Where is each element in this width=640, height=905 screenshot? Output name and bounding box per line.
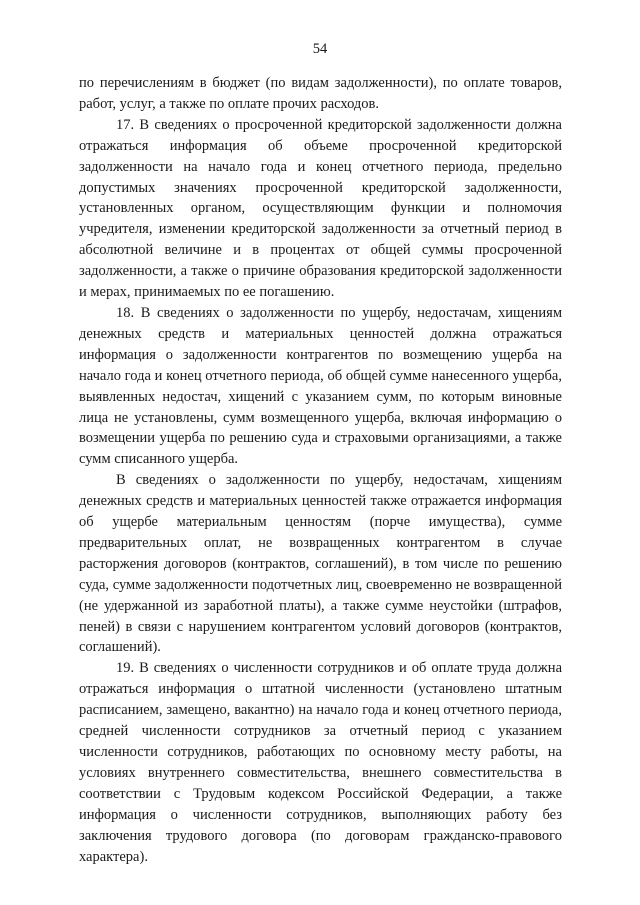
paragraph-17: 17. В сведениях о просроченной кредиторской задолженности должна отражаться информация об объеме просроченной кредиторской задолженности на начало года и конец отчетного периода, предельно допустимых значениях просроченной кредиторской задолженности, установленных органом, осуществляющим функции и полномочия учредителя, изменении кредиторской задолженности за отчетный период в абсолютной величине и в процентах от общей суммы просроченной задолженности, а также о причине образования кредиторской задолженности и мерах, принимаемых по ее погашению. — [79, 116, 562, 301]
paragraph-19: 19. В сведениях о численности сотрудников и об оплате труда должна отражаться информация о штатной численности (установлено штатным расписанием, замещено, вакантно) на начало года и конец отчетного периода, средней численности сотрудников за отчетный период с указанием численности сотрудников, работающих по основному месту работы, на условиях внутреннего совместительства, внешнего совместительства в соответствии с Трудовым кодексом Российской Федерации, а также информация о численности сотрудников, выполняющих работу без заключения трудового договора (по договорам гражданско-правового характера). — [79, 660, 562, 865]
paragraph-18-continued: В сведениях о задолженности по ущербу, недостачам, хищениям денежных средств и материальных ценностей также отражается информация об ущербе материальным ценностям (порче имущества), сумме предварительных оплат, не возвращенных контрагентом в случае расторжения договоров (контрактов, соглашений), в том числе по решению суда, сумме задолженности подотчетных лиц, своевременно не возвращенной (не удержанной из заработной платы), а также сумме неустойки (штрафов, пеней) в связи с нарушением контрагентом условий договоров (контрактов, соглашений). — [79, 472, 562, 656]
page-number: 54 — [312, 41, 328, 57]
document-body — [79, 73, 562, 867]
paragraph-continuation: по перечислениям в бюджет (по видам задолженности), по оплате товаров, работ, услуг, а также по оплате прочих расходов. — [79, 75, 562, 112]
paragraph-18: 18. В сведениях о задолженности по ущербу, недостачам, хищениям денежных средств и материальных ценностей должна отражаться информация о задолженности контрагентов по возмещению ущерба на начало года и конец отчетного периода, об общей сумме нанесенного ущерба, выявленных недостач, хищений с указанием сумм, по которым виновные лица не установлены, сумм возмещенного ущерба, включая информацию о возмещении ущерба по решению суда и страховыми организациями, а также сумм списанного ущерба. — [79, 304, 562, 468]
